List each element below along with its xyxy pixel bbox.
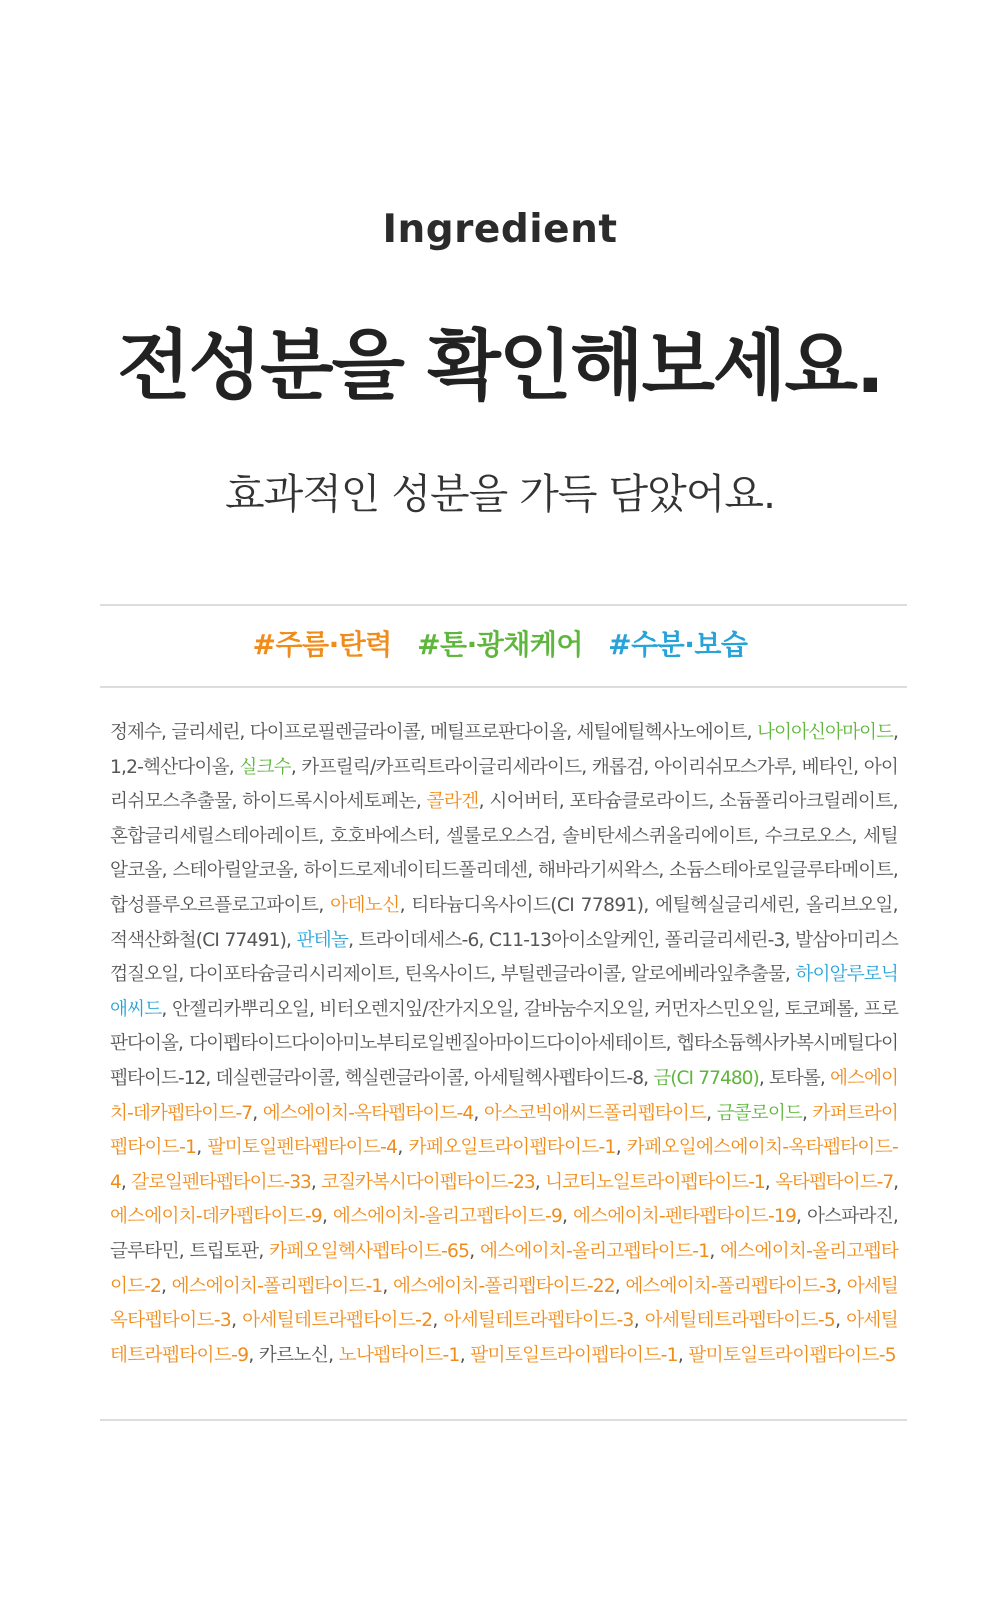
highlighted-ingredient: 이드-2 (110, 1275, 162, 1297)
highlighted-ingredient: 하이알루로닉 (795, 964, 898, 986)
highlighted-ingredient: 팔미토일트라이펩타이드-1 (470, 1344, 678, 1366)
highlighted-ingredient: 금(CI 77480) (653, 1067, 759, 1089)
ingredient-text: 펩타이드-12, 데실렌글라이콜, 헥실렌글라이콜, 아세틸헥사펩타이드-8, (110, 1067, 654, 1089)
ingredient-line (110, 993, 898, 1028)
benefit-tags (0, 622, 1000, 668)
ingredient-line (110, 1200, 898, 1235)
ingredient-line (110, 958, 898, 993)
ingredient-text: , 토타롤, (758, 1067, 831, 1089)
tag-wrinkle-elasticity: #주름·탄력 (252, 628, 392, 661)
highlighted-ingredient: 아세틸 (846, 1310, 898, 1332)
ingredient-text: , (614, 1275, 626, 1297)
highlighted-ingredient: 아세틸테트라펩타이드-3 (443, 1310, 634, 1332)
ingredient-line (110, 820, 898, 855)
ingredient-text: 정제수, 글리세린, 다이프로필렌글라이콜, 메틸프로판다이올, 세틸에틸헥사노에이트, (110, 722, 757, 743)
ingredient-line (110, 1339, 898, 1374)
highlighted-ingredient: 에스에이치-올리고펩타 (720, 1240, 899, 1262)
page-subtitle: 효과적인 성분을 가득 담았어요. (224, 470, 775, 518)
ingredient-text: 알코올, 스테아릴알코올, 하이드로제네이티드폴리데센, 해바라기씨왁스, 소듐스테아로일글루타메이트, (110, 860, 898, 882)
ingredient-text: , 카르노신, (248, 1344, 339, 1366)
highlighted-ingredient: 에스에이치-올리고펩타이드-9 (332, 1206, 563, 1228)
ingredient-text: , (469, 1240, 480, 1262)
ingredient-line (110, 1235, 898, 1270)
ingredient-line (110, 1304, 898, 1339)
ingredient-text: 1,2-헥산다이올, (110, 756, 240, 778)
ingredient-text: , (706, 1102, 717, 1124)
ingredient-line (110, 716, 898, 751)
ingredient-text: , 안젤리카뿌리오일, 비터오렌지잎/잔가지오일, 갈바눔수지오일, 커먼자스민오일, 토코페롤, 프로 (161, 998, 898, 1020)
highlighted-ingredient: 에스에이치-폴리펩타이드-3 (625, 1275, 837, 1297)
ingredient-text: , (836, 1275, 847, 1297)
highlighted-ingredient: 콜라겐 (426, 791, 479, 813)
ingredient-text: , (321, 1206, 333, 1228)
highlighted-ingredient: 판테놀 (296, 929, 349, 951)
ingredient-text: , (615, 1137, 627, 1159)
ingredient-line (110, 785, 898, 820)
highlighted-ingredient: 애씨드 (110, 998, 162, 1020)
ingredient-text: , (802, 1102, 813, 1124)
highlighted-ingredient: 에스에이치-올리고펩타이드-1 (479, 1240, 710, 1262)
highlighted-ingredient: 테트라펩타이드-9 (110, 1344, 249, 1366)
ingredient-text: 글루타민, 트립토판, (110, 1240, 270, 1262)
ingredient-text: , (709, 1240, 721, 1262)
ingredient-text: , (196, 1137, 208, 1159)
ingredient-line (110, 1027, 898, 1062)
highlighted-ingredient: 카페오일트라이펩타이드-1 (408, 1137, 616, 1159)
highlighted-ingredient: 카페오일에스에이치-옥타펩타이드- (626, 1137, 898, 1159)
ingredient-text: , (893, 1171, 899, 1193)
ingredient-line (110, 889, 898, 924)
ingredient-text: , 티타늄디옥사이드(CI 77891), 에틸헥실글리세린, 올리브오일, (399, 894, 898, 916)
highlighted-ingredient: 치-데카펩타이드-7 (110, 1102, 253, 1124)
highlighted-ingredient: 에스에이 (830, 1067, 898, 1089)
ingredient-text: , (677, 1344, 689, 1366)
ingredient-line (110, 751, 898, 786)
ingredient-text: , (432, 1310, 444, 1332)
ingredient-text: , (534, 1171, 546, 1193)
highlighted-ingredient: 아세틸테트라펩타이드-5 (644, 1310, 836, 1332)
ingredient-line (110, 1166, 898, 1201)
divider-middle (100, 686, 907, 688)
ingredient-text: , (459, 1344, 471, 1366)
ingredient-text: , (893, 722, 898, 743)
ingredient-text: 적색산화철(CI 77491), (110, 929, 297, 951)
highlighted-ingredient: 카퍼트라이 (812, 1102, 898, 1124)
highlighted-ingredient: 금콜로이드 (716, 1102, 803, 1124)
ingredient-text: , (764, 1171, 776, 1193)
highlighted-ingredient: 갈로일펜타펩타이드-33 (131, 1171, 311, 1193)
ingredient-text: , 트라이데세스-6, C11-13아이소알케인, 폴리글리세린-3, 발삼아미리스 (348, 929, 898, 951)
highlighted-ingredient: 카페오일헥사펩타이드-65 (269, 1240, 470, 1262)
highlighted-ingredient: 팔미토일펜타펩타이드-4 (207, 1137, 398, 1159)
highlighted-ingredient: 노나펩타이드-1 (338, 1344, 460, 1366)
page-title: 전성분을 확인해보세요. (117, 321, 883, 410)
ingredient-text: 껍질오일, 다이포타슘글리시리제이트, 틴옥사이드, 부틸렌글라이콜, 알로에베라잎추출물, (110, 964, 796, 986)
ingredient-text: , 아스파라진, (796, 1206, 899, 1228)
highlighted-ingredient: 펩타이드-1 (110, 1137, 197, 1159)
ingredient-text: , (633, 1310, 645, 1332)
ingredient-text: , (397, 1137, 409, 1159)
highlighted-ingredient: 옥타펩타이드-3 (110, 1310, 232, 1332)
highlighted-ingredient: 나이아신아마이드 (756, 722, 894, 743)
ingredient-text: , 카프릴릭/카프릭트라이글리세라이드, 캐롭검, 아이리쉬모스가루, 베타인, 아이 (290, 756, 898, 778)
ingredient-text: , (120, 1171, 132, 1193)
ingredient-text: , (382, 1275, 393, 1297)
ingredient-text: , (252, 1102, 263, 1124)
section-eyebrow: Ingredient (382, 207, 618, 252)
ingredient-text: 판다이올, 다이펩타이드다이아미노부티로일벤질아마이드다이아세테이트, 헵타소듐헥사카복시메틸다이 (110, 1033, 898, 1055)
ingredient-list (110, 716, 898, 1373)
highlighted-ingredient: 에스에이치-옥타펩타이드-4 (262, 1102, 474, 1124)
ingredient-text: 혼합글리세릴스테아레이트, 호호바에스터, 셀룰로오스검, 솔비탄세스퀴올리에이트, 수크로오스, 세틸 (110, 825, 898, 847)
highlighted-ingredient: 니코티노일트라이펩타이드-1 (545, 1171, 765, 1193)
highlighted-ingredient: 에스에이치-데카펩타이드-9 (110, 1206, 322, 1228)
divider-bottom (100, 1419, 907, 1421)
ingredient-line (110, 854, 898, 889)
highlighted-ingredient: 아스코빅애씨드폴리펩타이드 (483, 1102, 707, 1124)
ingredient-line (110, 1097, 898, 1132)
ingredient-text: , (231, 1310, 243, 1332)
ingredient-line (110, 924, 898, 959)
highlighted-ingredient: 에스에이치-펜타펩타이드-19 (573, 1206, 796, 1228)
highlighted-ingredient: 4 (110, 1171, 121, 1193)
divider-top (100, 604, 907, 606)
ingredient-text: , (562, 1206, 574, 1228)
highlighted-ingredient: 에스에이치-폴리펩타이드-1 (171, 1275, 383, 1297)
highlighted-ingredient: 에스에이치-폴리펩타이드-22 (392, 1275, 615, 1297)
tag-tone-glow-care: #톤·광채케어 (417, 628, 583, 661)
highlighted-ingredient: 실크수 (239, 756, 291, 778)
ingredient-line (110, 1131, 898, 1166)
highlighted-ingredient: 아세틸테트라펩타이드-2 (242, 1310, 433, 1332)
ingredient-text: , (473, 1102, 484, 1124)
highlighted-ingredient: 팔미토일트라이펩타이드-5 (688, 1344, 896, 1366)
highlighted-ingredient: 아세틸 (846, 1275, 898, 1297)
ingredient-line (110, 1270, 898, 1305)
highlighted-ingredient: 옥타펩타이드-7 (775, 1171, 894, 1193)
highlighted-ingredient: 아데노신 (330, 894, 400, 916)
ingredient-text: , (310, 1171, 322, 1193)
ingredient-text: , (161, 1275, 172, 1297)
highlighted-ingredient: 코질카복시다이펩타이드-23 (321, 1171, 535, 1193)
ingredient-text: , 시어버터, 포타슘클로라이드, 소듐폴리아크릴레이트, (478, 791, 898, 813)
ingredient-text: , (835, 1310, 847, 1332)
tag-moisture-hydration: #수분·보습 (608, 628, 748, 661)
ingredient-text: 합성플루오르플로고파이트, (110, 894, 331, 916)
ingredient-line (110, 1062, 898, 1097)
ingredient-text: 리쉬모스추출물, 하이드록시아세토페논, (110, 791, 427, 813)
